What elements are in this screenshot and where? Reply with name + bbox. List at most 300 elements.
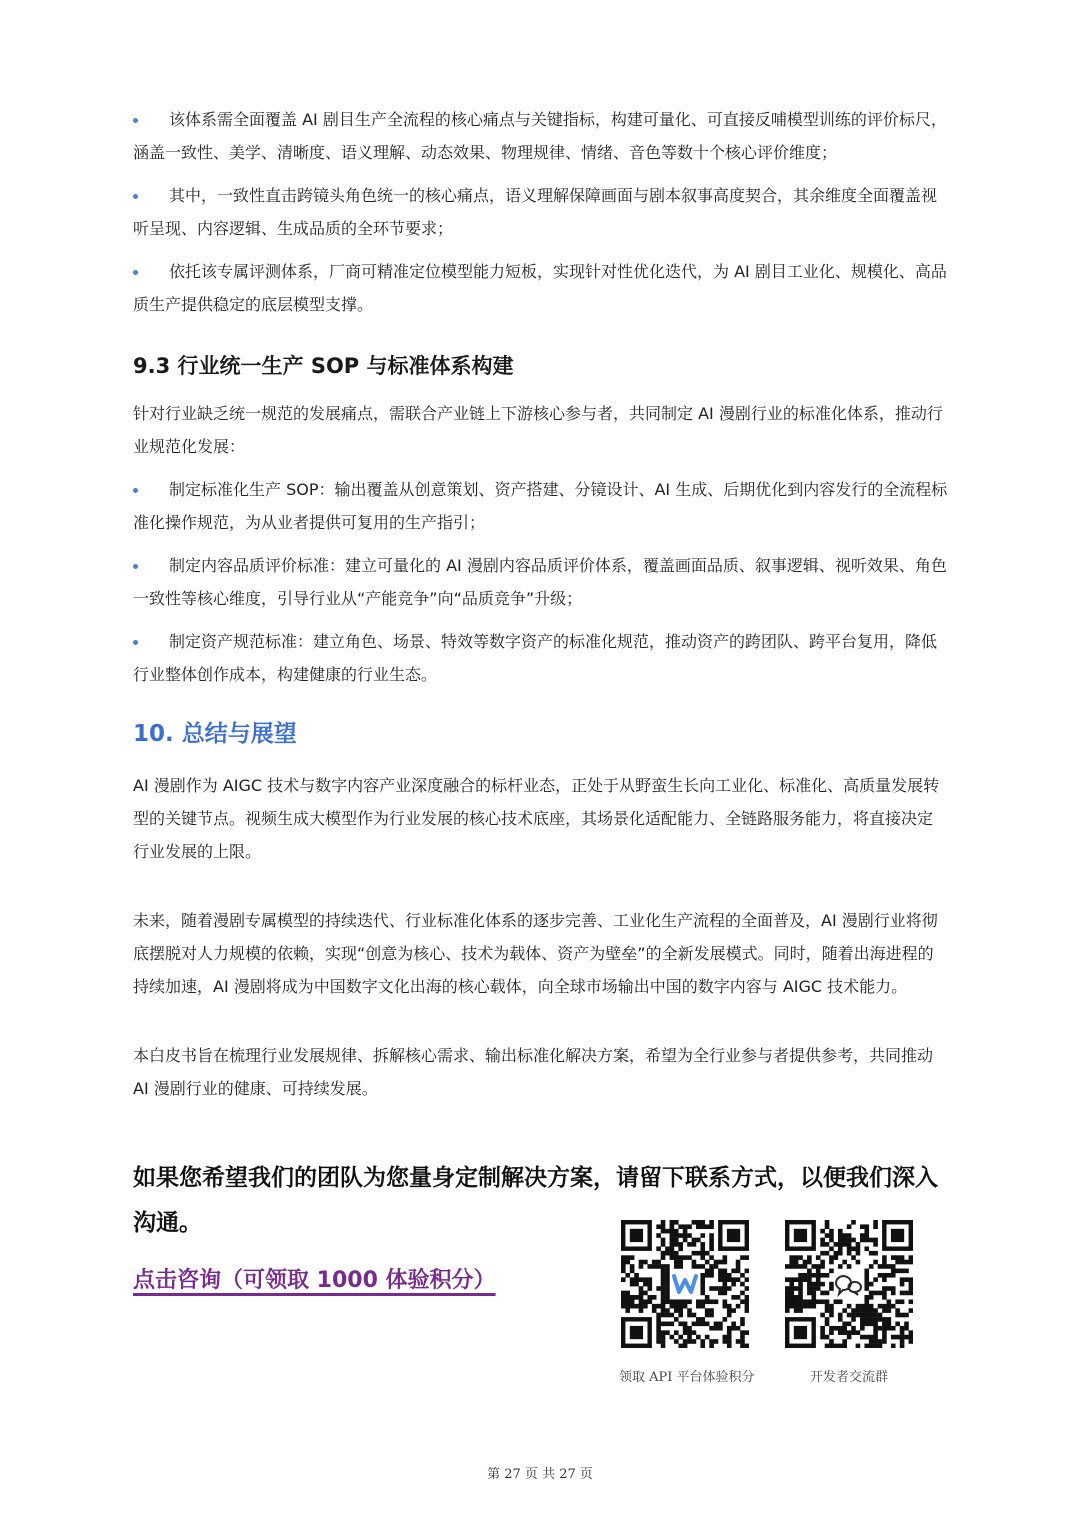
- qr-module: [864, 1246, 869, 1251]
- qr-module: [639, 1277, 644, 1282]
- qr-module: [696, 1220, 701, 1225]
- qr-module: [887, 1322, 892, 1327]
- qr-module: [723, 1304, 728, 1309]
- qr-module: [904, 1322, 909, 1327]
- qr-module: [661, 1330, 666, 1335]
- qr-module: [718, 1286, 723, 1291]
- qr-module: [820, 1251, 825, 1256]
- qr-module: [811, 1291, 816, 1296]
- bullet-dot-icon: [133, 270, 138, 275]
- qr-module: [630, 1295, 635, 1300]
- qr-module: [731, 1269, 736, 1274]
- qr-module: [820, 1326, 825, 1331]
- qr-module: [736, 1326, 741, 1331]
- qr-module: [864, 1229, 869, 1234]
- qr-module: [670, 1304, 675, 1309]
- qr-module: [745, 1277, 749, 1282]
- qr-module: [639, 1295, 644, 1300]
- qr-module: [723, 1260, 728, 1265]
- qr-module: [745, 1308, 749, 1313]
- qr-module: [860, 1326, 865, 1331]
- qr-module: [864, 1335, 869, 1340]
- qr-module: [789, 1299, 794, 1304]
- qr-module: [869, 1282, 874, 1287]
- qr-module: [820, 1273, 825, 1278]
- qr-module: [692, 1322, 697, 1327]
- qr-module: [834, 1326, 839, 1331]
- qr-module: [661, 1238, 666, 1243]
- qr-module: [909, 1308, 913, 1313]
- qr-module: [674, 1330, 679, 1335]
- qr-module: [838, 1299, 843, 1304]
- list-item: 制定资产规范标准：建立角色、场景、特效等数字资产的标准化规范，推动资产的跨团队、跨平台复用，降低行业整体创作成本，构建健康的行业生态。: [133, 632, 938, 684]
- qr-module: [860, 1317, 865, 1322]
- qr-module: [864, 1233, 869, 1238]
- qr-module: [807, 1260, 812, 1265]
- qr-module: [873, 1330, 878, 1335]
- qr-module: [745, 1304, 749, 1309]
- qr-module: [678, 1242, 683, 1247]
- qr-module: [794, 1295, 799, 1300]
- qr-module: [683, 1255, 688, 1260]
- qr-module: [856, 1330, 861, 1335]
- qr-module: [727, 1277, 732, 1282]
- qr-module: [829, 1229, 834, 1234]
- qr-module: [820, 1282, 825, 1287]
- qr-module: [678, 1255, 683, 1260]
- qr-module: [900, 1260, 905, 1265]
- qr-module: [625, 1308, 630, 1313]
- qr-module: [798, 1255, 803, 1260]
- qr-module: [864, 1308, 869, 1313]
- qr-module: [869, 1295, 874, 1300]
- qr-module: [869, 1335, 874, 1340]
- qr-module: [820, 1229, 825, 1234]
- qr-module: [727, 1286, 732, 1291]
- qr-module: [838, 1313, 843, 1318]
- qr-module: [687, 1255, 692, 1260]
- qr-module: [665, 1330, 670, 1335]
- qr-module: [789, 1286, 794, 1291]
- qr-module: [825, 1335, 830, 1340]
- qr-module: [847, 1224, 852, 1229]
- qr-module: [798, 1286, 803, 1291]
- qr-module: [900, 1269, 905, 1274]
- page-number-footer: 第 27 页 共 27 页: [487, 1467, 593, 1482]
- qr-module: [900, 1330, 905, 1335]
- qr-module: [851, 1255, 856, 1260]
- qr-module: [661, 1255, 666, 1260]
- qr-module: [696, 1317, 701, 1322]
- qr-module: [825, 1220, 830, 1225]
- qr-module: [630, 1269, 635, 1274]
- qr-module: [807, 1299, 812, 1304]
- qr-module: [878, 1344, 883, 1348]
- qr-module: [745, 1255, 749, 1260]
- section-heading-9-3: 9.3 行业统一生产 SOP 与标准体系构建: [133, 354, 514, 378]
- qr-module: [847, 1264, 852, 1269]
- qr-module: [665, 1251, 670, 1256]
- qr-module: [639, 1286, 644, 1291]
- qr-module: [714, 1326, 719, 1331]
- qr-module: [731, 1326, 736, 1331]
- qr-module: [789, 1260, 794, 1265]
- qr-module: [873, 1335, 878, 1340]
- qr-module: [700, 1264, 705, 1269]
- qr-module: [665, 1295, 670, 1300]
- qr-module: [665, 1286, 670, 1291]
- qr-module: [678, 1260, 683, 1265]
- group-qr-code[interactable]: [785, 1220, 913, 1352]
- qr-module: [803, 1264, 808, 1269]
- qr-module: [838, 1264, 843, 1269]
- qr-module: [882, 1260, 887, 1265]
- qr-module: [665, 1291, 670, 1296]
- qr-module: [851, 1246, 856, 1251]
- qr-module: [740, 1299, 745, 1304]
- qr-module: [842, 1344, 847, 1348]
- qr-module: [670, 1251, 675, 1256]
- qr-module: [674, 1233, 679, 1238]
- qr-module: [895, 1335, 900, 1340]
- qr-module: [900, 1344, 905, 1348]
- qr-module: [864, 1224, 869, 1229]
- qr-module: [630, 1264, 635, 1269]
- qr-module: [869, 1317, 874, 1322]
- qr-module: [674, 1255, 679, 1260]
- qr-module: [621, 1304, 626, 1309]
- qr-code-image: [621, 1220, 749, 1348]
- qr-module: [811, 1304, 816, 1309]
- qr-module: [834, 1242, 839, 1247]
- qr-module: [878, 1304, 883, 1309]
- list-item: 制定标准化生产 SOP：输出覆盖从创意策划、资产搭建、分镜设计、AI 生成、后期优化到内容发行的全流程标准化操作规范，为从业者提供可复用的生产指引；: [133, 480, 948, 532]
- qr-module: [700, 1286, 705, 1291]
- qr-module: [882, 1291, 887, 1296]
- qr-module: [718, 1322, 723, 1327]
- qr-module: [687, 1299, 692, 1304]
- qr-module: [705, 1269, 710, 1274]
- qr-module: [887, 1299, 892, 1304]
- qr-module: [652, 1308, 657, 1313]
- qr-module: [656, 1335, 661, 1340]
- outlook-paragraph: 未来，随着漫剧专属模型的持续迭代、行业标准化体系的逐步完善、工业化生产流程的全面普及，AI 漫剧行业将彻底摆脱对人力规模的依赖，实现“创意为核心、技术为载体、资产为壁垒”的全新发展模式。同时，随着出海进程的持续加速，AI 漫剧将成为中国数字文化出海的核心载体，向全球市场输出中国的数字内容与 AIGC 技术能力。: [133, 911, 938, 996]
- qr-module: [860, 1238, 865, 1243]
- qr-module: [864, 1304, 869, 1309]
- qr-module: [705, 1335, 710, 1340]
- qr-module: [723, 1339, 728, 1344]
- qr-module: [829, 1255, 834, 1260]
- page-content: [133, 103, 948, 1115]
- qr-module: [895, 1308, 900, 1313]
- qr-module: [705, 1313, 710, 1318]
- qr-module: [873, 1260, 878, 1265]
- qr-module: [900, 1339, 905, 1344]
- qr-module: [847, 1313, 852, 1318]
- qr-module: [683, 1322, 688, 1327]
- qr-module: [700, 1251, 705, 1256]
- qr-module: [891, 1264, 896, 1269]
- qr-module: [860, 1224, 865, 1229]
- qr-module: [692, 1238, 697, 1243]
- qr-module: [864, 1313, 869, 1318]
- qr-module: [878, 1313, 883, 1318]
- qr-module: [709, 1255, 714, 1260]
- qr-module: [656, 1339, 661, 1344]
- qr-module: [639, 1308, 644, 1313]
- qr-module: [723, 1277, 728, 1282]
- qr-module: [838, 1251, 843, 1256]
- qr-module: [873, 1317, 878, 1322]
- qr-module: [740, 1344, 745, 1348]
- qr-module: [723, 1299, 728, 1304]
- qr-module: [709, 1269, 714, 1274]
- qr-module: [789, 1295, 794, 1300]
- qr-module: [891, 1255, 896, 1260]
- qr-module: [670, 1322, 675, 1327]
- contact-cta-heading: 如果您希望我们的团队为您量身定制解决方案，请留下联系方式，以便我们深入沟通。: [133, 1165, 938, 1236]
- qr-module: [656, 1322, 661, 1327]
- qr-module: [674, 1220, 679, 1225]
- qr-module: [652, 1304, 657, 1309]
- qr-module: [740, 1255, 745, 1260]
- qr-module: [661, 1269, 666, 1274]
- qr-module: [700, 1344, 705, 1348]
- qr-module: [727, 1308, 732, 1313]
- qr-module: [864, 1269, 869, 1274]
- qr-module: [656, 1326, 661, 1331]
- qr-module: [661, 1251, 666, 1256]
- qr-module: [683, 1299, 688, 1304]
- qr-module: [842, 1330, 847, 1335]
- qr-module: [887, 1304, 892, 1309]
- qr-module: [687, 1233, 692, 1238]
- qr-module: [882, 1304, 887, 1309]
- qr-module: [869, 1313, 874, 1318]
- qr-module: [700, 1304, 705, 1309]
- qr-module: [661, 1224, 666, 1229]
- qr-module: [816, 1264, 821, 1269]
- qr-module: [878, 1273, 883, 1278]
- qr-module: [692, 1220, 697, 1225]
- qr-module: [670, 1220, 675, 1225]
- qr-module: [736, 1277, 741, 1282]
- qr-module: [869, 1308, 874, 1313]
- qr-module: [904, 1260, 909, 1265]
- bullet-dot-icon: [133, 564, 138, 569]
- qr-module: [670, 1246, 675, 1251]
- qr-module: [683, 1339, 688, 1344]
- list-item: 其中，一致性直击跨镜头角色统一的核心痛点，语义理解保障画面与剧本叙事高度契合，其余维度全面覆盖视听呈现、内容逻辑、生成品质的全环节要求；: [133, 186, 938, 238]
- qr-module: [727, 1335, 732, 1340]
- qr-module: [803, 1304, 808, 1309]
- qr-module: [700, 1291, 705, 1296]
- list-item: 依托该专属评测体系，厂商可精准定位模型能力短板，实现针对性优化迭代，为 AI 剧目工业化、规模化、高品质生产提供稳定的底层模型支撑。: [133, 262, 947, 314]
- qr-module: [674, 1238, 679, 1243]
- qr-module: [882, 1308, 887, 1313]
- qr-module: [794, 1299, 799, 1304]
- consult-link[interactable]: 点击咨询（可领取 1000 体验积分）: [133, 1268, 496, 1293]
- qr-module: [869, 1322, 874, 1327]
- qr-module: [652, 1264, 657, 1269]
- qr-module: [869, 1339, 874, 1344]
- qr-module: [696, 1224, 701, 1229]
- qr-module: [621, 1277, 626, 1282]
- qr-module: [683, 1330, 688, 1335]
- qr-module: [745, 1269, 749, 1274]
- qr-module: [745, 1299, 749, 1304]
- qr-module: [811, 1299, 816, 1304]
- qr-module: [714, 1286, 719, 1291]
- qr-module: [714, 1299, 719, 1304]
- qr-module: [634, 1273, 639, 1278]
- qr-module: [794, 1286, 799, 1291]
- qr-module: [860, 1308, 865, 1313]
- qr-module: [829, 1339, 834, 1344]
- qr-finder-pattern: [621, 1317, 652, 1348]
- qr-module: [869, 1238, 874, 1243]
- qr-module: [838, 1330, 843, 1335]
- qr-module: [687, 1242, 692, 1247]
- qr-module: [895, 1313, 900, 1318]
- qr-module: [864, 1317, 869, 1322]
- qr-module: [656, 1317, 661, 1322]
- qr-module: [820, 1260, 825, 1265]
- qr-module: [700, 1299, 705, 1304]
- qr-module: [656, 1286, 661, 1291]
- qr-module: [692, 1339, 697, 1344]
- qr-module: [731, 1277, 736, 1282]
- qr-module: [811, 1264, 816, 1269]
- qr-module: [869, 1291, 874, 1296]
- qr-module: [816, 1269, 821, 1274]
- qr-module: [785, 1308, 790, 1313]
- qr-module: [723, 1269, 728, 1274]
- qr-module: [798, 1282, 803, 1287]
- qr-module: [674, 1242, 679, 1247]
- qr-module: [661, 1335, 666, 1340]
- qr-module: [873, 1344, 878, 1348]
- qr-module: [639, 1299, 644, 1304]
- qr-module: [909, 1286, 913, 1291]
- qr-module: [709, 1286, 714, 1291]
- qr-module: [825, 1251, 830, 1256]
- qr-module: [851, 1220, 856, 1225]
- qr-module: [882, 1264, 887, 1269]
- qr-module: [803, 1299, 808, 1304]
- qr-module: [683, 1233, 688, 1238]
- qr-module: [621, 1260, 626, 1265]
- qr-module: [847, 1242, 852, 1247]
- qr-module: [803, 1260, 808, 1265]
- qr-module: [904, 1277, 909, 1282]
- qr-module: [683, 1224, 688, 1229]
- qr-module: [621, 1299, 626, 1304]
- qr-module: [856, 1344, 861, 1348]
- qr-module: [878, 1291, 883, 1296]
- qr-module: [625, 1299, 630, 1304]
- qr-module: [856, 1260, 861, 1265]
- qr-module: [842, 1308, 847, 1313]
- qr-module: [882, 1326, 887, 1331]
- qr-module: [718, 1260, 723, 1265]
- qr-module: [661, 1344, 666, 1348]
- qr-module: [683, 1238, 688, 1243]
- qr-module: [736, 1339, 741, 1344]
- qr-module: [895, 1299, 900, 1304]
- qr-module: [687, 1330, 692, 1335]
- qr-module: [785, 1277, 790, 1282]
- qr-module: [670, 1299, 675, 1304]
- qr-module: [825, 1233, 830, 1238]
- qr-module: [678, 1313, 683, 1318]
- qr-module: [727, 1339, 732, 1344]
- qr-module: [727, 1330, 732, 1335]
- qr-module: [820, 1313, 825, 1318]
- qr-module: [665, 1313, 670, 1318]
- qr-module: [829, 1304, 834, 1309]
- qr-module: [873, 1238, 878, 1243]
- qr-module: [882, 1339, 887, 1344]
- qr-module: [670, 1238, 675, 1243]
- qr-module: [909, 1277, 913, 1282]
- api-qr-caption: 领取 API 平台体验积分: [619, 1370, 755, 1385]
- qr-module: [696, 1299, 701, 1304]
- qr-module: [798, 1264, 803, 1269]
- qr-module: [878, 1326, 883, 1331]
- qr-module: [670, 1255, 675, 1260]
- qr-module: [820, 1238, 825, 1243]
- qr-module: [900, 1282, 905, 1287]
- qr-module: [714, 1260, 719, 1265]
- qr-module: [670, 1229, 675, 1234]
- qr-module: [909, 1299, 913, 1304]
- qr-module: [696, 1251, 701, 1256]
- qr-module: [856, 1313, 861, 1318]
- qr-module: [709, 1238, 714, 1243]
- qr-module: [891, 1273, 896, 1278]
- qr-module: [652, 1295, 657, 1300]
- summary-paragraph: AI 漫剧作为 AIGC 技术与数字内容产业深度融合的标杆业态，正处于从野蛮生长向工业化、标准化、高质量发展转型的关键节点。视频生成大模型作为行业发展的核心技术底座，其场景化适配能力、全链路服务能力，将直接决定行业发展的上限。: [133, 776, 940, 861]
- qr-module: [696, 1322, 701, 1327]
- qr-module: [705, 1224, 710, 1229]
- qr-module: [700, 1277, 705, 1282]
- qr-module: [882, 1273, 887, 1278]
- qr-finder-pattern: [621, 1220, 652, 1251]
- qr-module: [723, 1255, 728, 1260]
- qr-module: [630, 1255, 635, 1260]
- qr-module: [789, 1277, 794, 1282]
- qr-module: [878, 1339, 883, 1344]
- qr-module: [847, 1233, 852, 1238]
- qr-module: [723, 1335, 728, 1340]
- qr-module: [674, 1251, 679, 1256]
- qr-module: [670, 1313, 675, 1318]
- qr-module: [665, 1264, 670, 1269]
- qr-module: [670, 1335, 675, 1340]
- qr-module: [700, 1233, 705, 1238]
- qr-module: [864, 1238, 869, 1243]
- qr-module: [785, 1299, 790, 1304]
- qr-module: [904, 1269, 909, 1274]
- qr-module: [740, 1339, 745, 1344]
- qr-module: [723, 1286, 728, 1291]
- qr-module: [842, 1260, 847, 1265]
- qr-module: [696, 1335, 701, 1340]
- qr-module: [634, 1277, 639, 1282]
- qr-module: [838, 1317, 843, 1322]
- api-qr-code[interactable]: [621, 1220, 749, 1352]
